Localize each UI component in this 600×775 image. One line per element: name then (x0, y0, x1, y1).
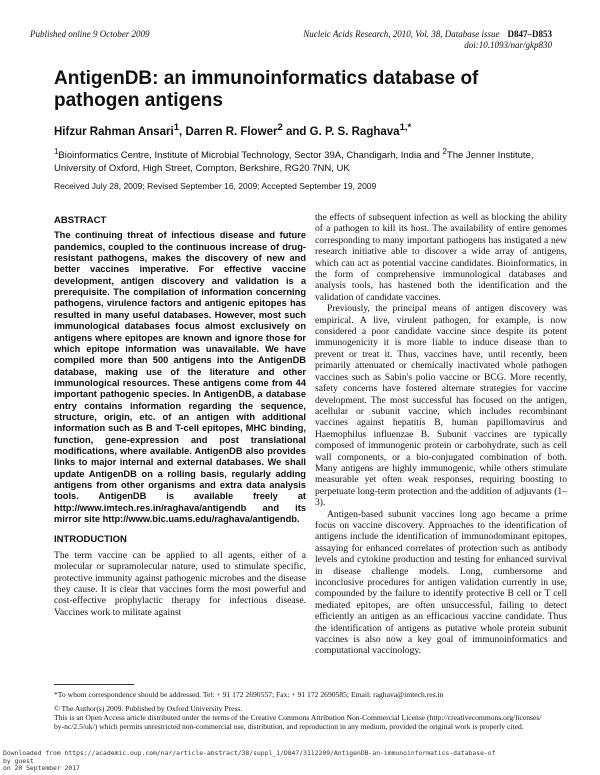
article-title: AntigenDB: an immunoinformatics database of pathogen antigens (54, 68, 479, 111)
author-name: Darren R. Flower (185, 125, 278, 138)
author-affiliation-sup: 1,* (399, 122, 412, 133)
author-name: G. P. S. Raghava (309, 125, 400, 138)
abstract-text: The continuing threat of infectious disease and future pandemics, coupled to the continuous increase of drug-resistant pathogens, makes the discovery of new and better vaccines imperative. For effective vaccine development, antigen discovery and validation is a prerequisite. The compilation of information concerning pathogens, virulence factors and antigenic epitopes has resulted in many useful databases. However, most such immunological databases focus almost exclusively on antigens where epitopes are known and ignore those for which epitope information was unavailable. We have compiled more than 500 antigens into the AntigenDB database, making use of the literature and other immunological resources. These antigens come from 44 important pathogenic species. In AntigenDB, a database entry contains information regarding the sequence, structure, origin, etc. of an antigen with additional information such as B and T-cell epitopes, MHC binding, function, gene-expression and post translational modifications, where available. AntigenDB also provides links to major internal and external databases. We shall update AntigenDB on a rolling basis, regularly adding antigens from other organisms and extra data analysis tools. AntigenDB is available freely at http://www.imtech.res.in/raghava/antigendb and its mirror site http://www.bic.uams.edu/raghava/antigendb. (54, 230, 306, 524)
journal-header (303, 29, 552, 51)
download-note (3, 750, 495, 773)
correspondence-footnote: *To whom correspondence should be addressed. Tel: + 91 172 2690557; Fax: + 91 172 2690585; Email: raghava@imtech.res.in (54, 690, 444, 699)
doi[interactable]: doi:10.1093/nar/gkp830 (464, 40, 552, 50)
journal-citation: Nucleic Acids Research, 2010, Vol. 38, Database issue (303, 29, 500, 39)
left-column (54, 215, 306, 618)
right-column (315, 212, 567, 657)
copyright-notice: © The Author(s) 2009. Published by Oxford University Press. (54, 704, 243, 713)
license-text: by-nc/2.5/uk/) which permits unrestricted non-commercial use, distribution, and reproduction in any medium, provided the original work is properly cited. (54, 722, 524, 731)
affiliation-sup: 2 (442, 147, 447, 156)
license-text: This is an Open Access article distributed under the terms of the Creative Commons Attribution Non-Commercial License (http://creativecommons.org/licenses/ (54, 713, 542, 722)
page-range: D847–D853 (507, 29, 552, 39)
download-date: on 20 September 2017 (3, 764, 80, 773)
affiliation-2: The Jenner Institute, University of Oxford, High Street, Compton, Berkshire, RG20 7NN, UK (54, 150, 534, 174)
body-paragraph: the effects of subsequent infection as well as blocking the ability of a pathogen to kill its host. The availability of entire genomes corresponding to many important pathogens has instigated a new research initiative able to discover a wide array of antigens, which can act as potential vaccine candidates. Bioinformatics, in the form of comprehensive immunological databases and analysis tools, has hastened both the identification and the validation of candidate vaccines. (315, 212, 567, 303)
download-url[interactable]: Downloaded from https://academic.oup.com/nar/article-abstract/38/suppl_1/D847/3112209/AntigenDB-an-immunoinformatics-database-of (3, 749, 496, 757)
introduction-paragraph: The term vaccine can be applied to all agents, either of a molecular or supramolecular nature, used to stimulate specific, protective immunity against pathogenic microbes and the disease they cause. It is clear that vaccines form the most powerful and cost-effective prophylactic therapy for infectious disease. Vaccines work to militate against (54, 549, 306, 618)
author-affiliation-sup: 2 (277, 122, 283, 133)
body-paragraph: Antigen-based subunit vaccines long ago became a prime focus on vaccine discovery. Approaches to the identification of antigens include the identification of immunodominant epitopes, assaying for enhanced correlates of protection such as antibody levels and cytokine production and testing for enhanced survival in disease challenge models. Long, cumbersome and inconclusive procedures for antigen validation currently in use, compounded by the failure to identify protective B cell or T cell mediated epitopes, are often unsuccessful, failing to detect efficiently an antigen as an efficacious vaccine candidate. Thus the identification of antigens as putative whole protein subunit vaccines is also now a key goal of immunoinformatics and computational vaccinology. (315, 508, 567, 657)
download-by: by guest (3, 756, 34, 765)
author-separator: , (179, 125, 186, 138)
author-affiliation-sup: 1 (173, 122, 180, 133)
footnote-divider (54, 684, 134, 685)
received-dates: Received July 28, 2009; Revised September 16, 2009; Accepted September 19, 2009 (54, 181, 377, 191)
introduction-heading: INTRODUCTION (54, 534, 127, 546)
affiliation-1: Bioinformatics Centre, Institute of Microbial Technology, Sector 39A, Chandigarh, India and (58, 150, 443, 162)
author-name: Hifzur Rahman Ansari (54, 125, 174, 138)
affiliation-sup: 1 (54, 147, 59, 156)
body-paragraph: Previously, the principal means of antigen discovery was empirical. A live, virulent pathogen, for example, is now considered a poor candidate vaccine since despite its potent immunogenicity it is more liable to induce disease than to prevent or treat it. Thus, vaccines have, until recently, been primarily attenuated or chemically inactivated whole pathogen vaccines such as Sabin's polio vaccine or BCG. More recently, safety concerns have fostered alternate strategies for vaccine development. The most successful has focused on the antigen, acellular or subunit vaccine, which includes recombinant vaccines against hepatitis B, human papillomavirus and Haemophilus influenzae B. Subunit vaccines are typically composed of immunogenic protein or carbohydrate, such as cell wall components, or a bio-conjugated combination of both. Many antigens are highly immunogenic, while others stimulate measurable yet often weak responses, requiring boosting to perpetuate long-term protection and the addition of adjuvants (1–3). (315, 303, 567, 509)
author-separator: and (282, 125, 310, 138)
publication-date: Published online 9 October 2009 (30, 29, 150, 39)
abstract-heading: ABSTRACT (54, 215, 107, 226)
affiliations (54, 146, 554, 175)
author-list (54, 122, 411, 138)
